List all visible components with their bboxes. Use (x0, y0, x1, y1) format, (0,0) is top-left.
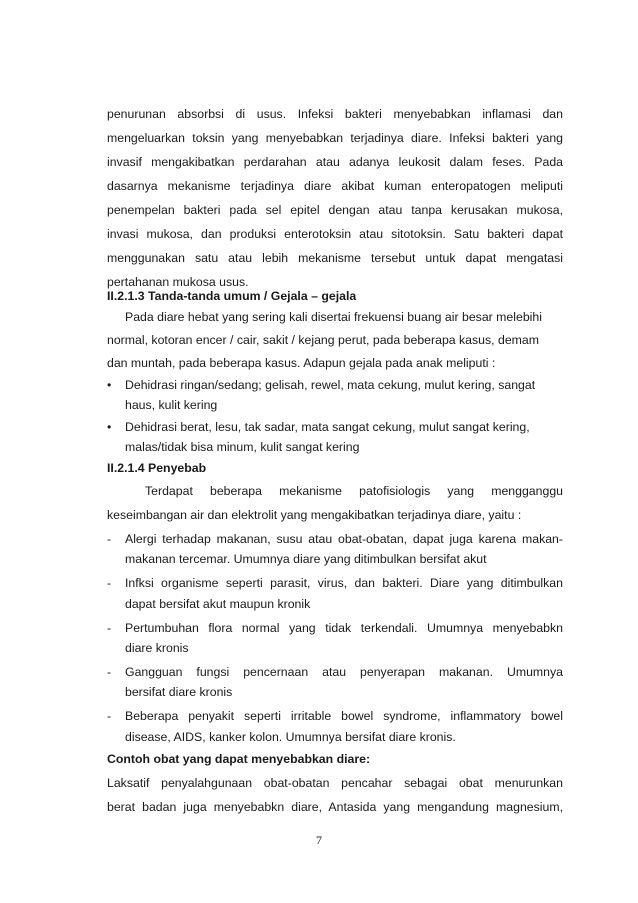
paragraph-line: dasarnya mekanisme terjadinya diare akibat kuman enteropatogen meliputi (107, 179, 563, 193)
paragraph-line: penurunan absorbsi di usus. Infeksi bakteri menyebabkan inflamasi dan (107, 107, 563, 121)
list-item-line: disease, AIDS, kanker kolon. Umumnya bersifat diare kronis. (125, 730, 456, 744)
paragraph-line: penempelan bakteri pada sel epitel dengan atau tanpa kerusakan mukosa, (107, 203, 563, 217)
paragraph-line: Terdapat beberapa mekanisme patofisiologis yang mengganggu (145, 484, 563, 498)
dash-marker: - (107, 532, 112, 546)
paragraph-line: berat badan juga menyebabkn diare, Antasida yang mengandung magnesium, (107, 800, 563, 814)
bullet-item-line: Dehidrasi berat, lesu, tak sadar, mata sangat cekung, mulut sangat kering, (125, 420, 530, 434)
paragraph-line: Pada diare hebat yang sering kali disertai frekuensi buang air besar melebihi (125, 310, 542, 324)
dash-marker: - (107, 576, 112, 590)
dash-marker: - (107, 709, 112, 723)
paragraph-line: normal, kotoran encer / cair, sakit / kejang perut, pada beberapa kasus, demam (107, 333, 539, 347)
section-heading-penyebab: II.2.1.4 Penyebab (107, 461, 207, 475)
bullet-item-line: malas/tidak bisa minum, kulit sangat kering (125, 440, 360, 454)
paragraph-line: invasi mukosa, dan produksi enterotoksin atau sitotoksin. Satu bakteri dapat (107, 227, 563, 241)
list-item-line: Alergi terhadap makanan, susu atau obat-obatan, dapat juga karena makan- (125, 532, 563, 546)
paragraph-line: keseimbangan air dan elektrolit yang mengakibatkan terjadinya diare, yaitu : (107, 508, 522, 522)
paragraph-line: menggunakan satu atau lebih mekanisme tersebut untuk dapat mengatasi (107, 251, 563, 265)
list-item-line: Infksi organisme seperti parasit, virus, dan bakteri. Diare yang ditimbulkan (125, 576, 563, 590)
list-item-line: diare kronis (125, 641, 189, 655)
paragraph-line: mengeluarkan toksin yang menyebabkan terjadinya diare. Infeksi bakteri yang (107, 131, 563, 145)
bullet-item-line: haus, kulit kering (125, 398, 218, 412)
list-item-line: makanan tercemar. Umumnya diare yang ditimbulkan bersifat akut (125, 552, 487, 566)
paragraph-line: dan muntah, pada beberapa kasus. Adapun gejala pada anak meliputi : (107, 356, 496, 370)
paragraph-line: pertahanan mukosa usus. (107, 275, 249, 289)
bullet-marker: • (107, 378, 112, 392)
list-item-line: Beberapa penyakit seperti irritable bowel syndrome, inflammatory bowel (125, 709, 563, 723)
paragraph-line: Laksatif penyalahgunaan obat-obatan pencahar sebagai obat menurunkan (107, 776, 563, 790)
dash-marker: - (107, 665, 112, 679)
list-item-line: Gangguan fungsi pencernaan atau penyerapan makanan. Umumnya (125, 665, 563, 679)
list-item-line: Pertumbuhan flora normal yang tidak terkendali. Umumnya menyebabkn (125, 621, 563, 635)
list-item-line: dapat bersifat akut maupun kronik (125, 597, 311, 611)
page-number: 7 (316, 833, 322, 847)
bullet-item-line: Dehidrasi ringan/sedang; gelisah, rewel, mata cekung, mulut kering, sangat (125, 378, 536, 392)
section-heading-contoh-obat: Contoh obat yang dapat menyebabkan diare: (107, 752, 371, 766)
bullet-marker: • (107, 420, 112, 434)
section-heading-gejala: II.2.1.3 Tanda-tanda umum / Gejala – gejala (107, 289, 357, 303)
dash-marker: - (107, 621, 112, 635)
paragraph-line: invasif mengakibatkan perdarahan atau adanya leukosit dalam feses. Pada (107, 155, 563, 169)
list-item-line: bersifat diare kronis (125, 685, 233, 699)
